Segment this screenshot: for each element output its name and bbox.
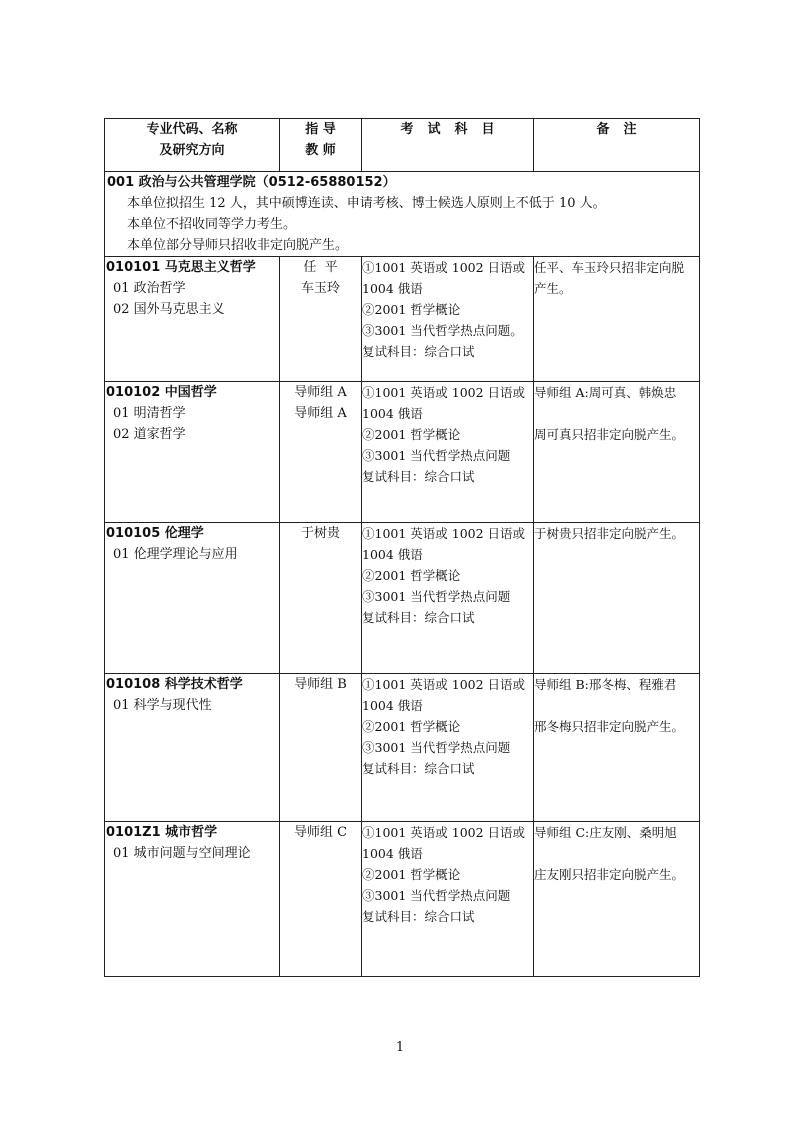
- remarks-cell: [534, 382, 700, 523]
- exam-line: ②2001 哲学概论: [362, 568, 461, 583]
- advisor-name: 车玉玲: [300, 281, 340, 296]
- exam-line: ③3001 当代哲学热点问题: [362, 589, 511, 604]
- remark-line: 于树贵只招非定向脱产生。: [534, 526, 685, 541]
- remark-line: 导师组 C:庄友刚、桑明旭: [534, 825, 677, 840]
- advisor-cell: [280, 822, 362, 977]
- table-row: [105, 523, 700, 674]
- advisor-cell: [280, 674, 362, 822]
- table-row: [105, 382, 700, 523]
- exam-cell: [362, 257, 534, 382]
- header-advisor: 指 导 教 师: [280, 119, 362, 172]
- unit-note: 本单位部分导师只招收非定向脱产生。: [127, 238, 349, 253]
- exam-line: 复试科目：综合口试: [362, 761, 475, 776]
- major-cell: [105, 382, 280, 523]
- unit-note: 本单位拟招生 12 人，其中硕博连读、申请考核、博士候选人原则上不低于 10 人。: [127, 196, 606, 211]
- advisor-cell: [280, 257, 362, 382]
- exam-line: 1004 俄语: [362, 547, 423, 562]
- major-title: 010108 科学技术哲学: [106, 677, 243, 692]
- advisor-name: 导师组 C: [293, 825, 348, 840]
- remark-line: 产生。: [534, 281, 572, 296]
- exam-line: ①1001 英语或 1002 日语或: [362, 825, 526, 840]
- major-title: 010102 中国哲学: [106, 385, 217, 400]
- exam-line: 复试科目：综合口试: [362, 909, 475, 924]
- remark-line: 任平、车玉玲只招非定向脱: [534, 260, 685, 275]
- table-row: [105, 674, 700, 822]
- exam-line: ②2001 哲学概论: [362, 427, 461, 442]
- remark-line: 邢冬梅只招非定向脱产生。: [534, 719, 685, 734]
- admissions-table: [104, 118, 700, 977]
- major-cell: [105, 257, 280, 382]
- exam-line: 1004 俄语: [362, 698, 423, 713]
- major-title: 010101 马克思主义哲学: [106, 260, 256, 275]
- header-remarks: 备注: [534, 119, 700, 172]
- remarks-cell: [534, 523, 700, 674]
- direction-item: 01 科学与现代性: [113, 698, 212, 713]
- remarks-cell: [534, 257, 700, 382]
- advisor-cell: [280, 523, 362, 674]
- major-title: 010105 伦理学: [106, 526, 204, 541]
- advisor-cell: [280, 382, 362, 523]
- direction-item: 02 道家哲学: [113, 427, 186, 442]
- advisor-name: 导师组 B: [294, 677, 347, 692]
- major-cell: [105, 523, 280, 674]
- table-header-row: [105, 119, 700, 172]
- table-row: [105, 257, 700, 382]
- exam-line: 复试科目：综合口试: [362, 344, 475, 359]
- exam-line: 复试科目：综合口试: [362, 469, 475, 484]
- remark-line: 导师组 B:邢冬梅、程雅君: [534, 677, 677, 692]
- exam-cell: [362, 523, 534, 674]
- exam-line: 1004 俄语: [362, 281, 423, 296]
- direction-item: 01 伦理学理论与应用: [113, 547, 238, 562]
- exam-line: 1004 俄语: [362, 846, 423, 861]
- direction-item: 01 政治哲学: [113, 281, 186, 296]
- advisor-name: 任 平: [303, 260, 338, 275]
- remark-line: 周可真只招非定向脱产生。: [534, 427, 685, 442]
- exam-line: ③3001 当代哲学热点问题: [362, 448, 511, 463]
- exam-line: ②2001 哲学概论: [362, 867, 461, 882]
- exam-line: ②2001 哲学概论: [362, 302, 461, 317]
- exam-line: ①1001 英语或 1002 日语或: [362, 526, 526, 541]
- exam-line: ③3001 当代哲学热点问题: [362, 740, 511, 755]
- exam-line: ③3001 当代哲学热点问题: [362, 888, 511, 903]
- exam-line: ③3001 当代哲学热点问题。: [362, 323, 523, 338]
- remark-line: 导师组 A:周可真、韩焕忠: [534, 385, 677, 400]
- unit-note: 本单位不招收同等学力考生。: [127, 217, 297, 232]
- header-major: 专业代码、名称 及研究方向: [105, 119, 280, 172]
- exam-line: ①1001 英语或 1002 日语或: [362, 677, 526, 692]
- major-cell: [105, 822, 280, 977]
- exam-line: ②2001 哲学概论: [362, 719, 461, 734]
- unit-title: 001 政治与公共管理学院（0512-65880152）: [107, 175, 396, 190]
- direction-item: 01 城市问题与空间理论: [113, 846, 251, 861]
- remarks-cell: [534, 822, 700, 977]
- table-row: [105, 822, 700, 977]
- advisor-name: 导师组 A: [294, 406, 347, 421]
- exam-line: ①1001 英语或 1002 日语或: [362, 260, 526, 275]
- page-number: 1: [395, 1040, 405, 1055]
- remarks-cell: [534, 674, 700, 822]
- exam-cell: [362, 822, 534, 977]
- exam-line: ①1001 英语或 1002 日语或: [362, 385, 526, 400]
- unit-info: [105, 172, 700, 257]
- major-title: 0101Z1 城市哲学: [106, 825, 218, 840]
- advisor-name: 于树贵: [300, 526, 340, 541]
- major-cell: [105, 674, 280, 822]
- header-exam: 考试科目: [362, 119, 534, 172]
- exam-line: 复试科目：综合口试: [362, 610, 475, 625]
- unit-row: [105, 172, 700, 257]
- exam-line: 1004 俄语: [362, 406, 423, 421]
- advisor-name: 导师组 A: [294, 385, 347, 400]
- remark-line: 庄友刚只招非定向脱产生。: [534, 867, 685, 882]
- direction-item: 01 明清哲学: [113, 406, 186, 421]
- exam-cell: [362, 674, 534, 822]
- direction-item: 02 国外马克思主义: [113, 302, 225, 317]
- exam-cell: [362, 382, 534, 523]
